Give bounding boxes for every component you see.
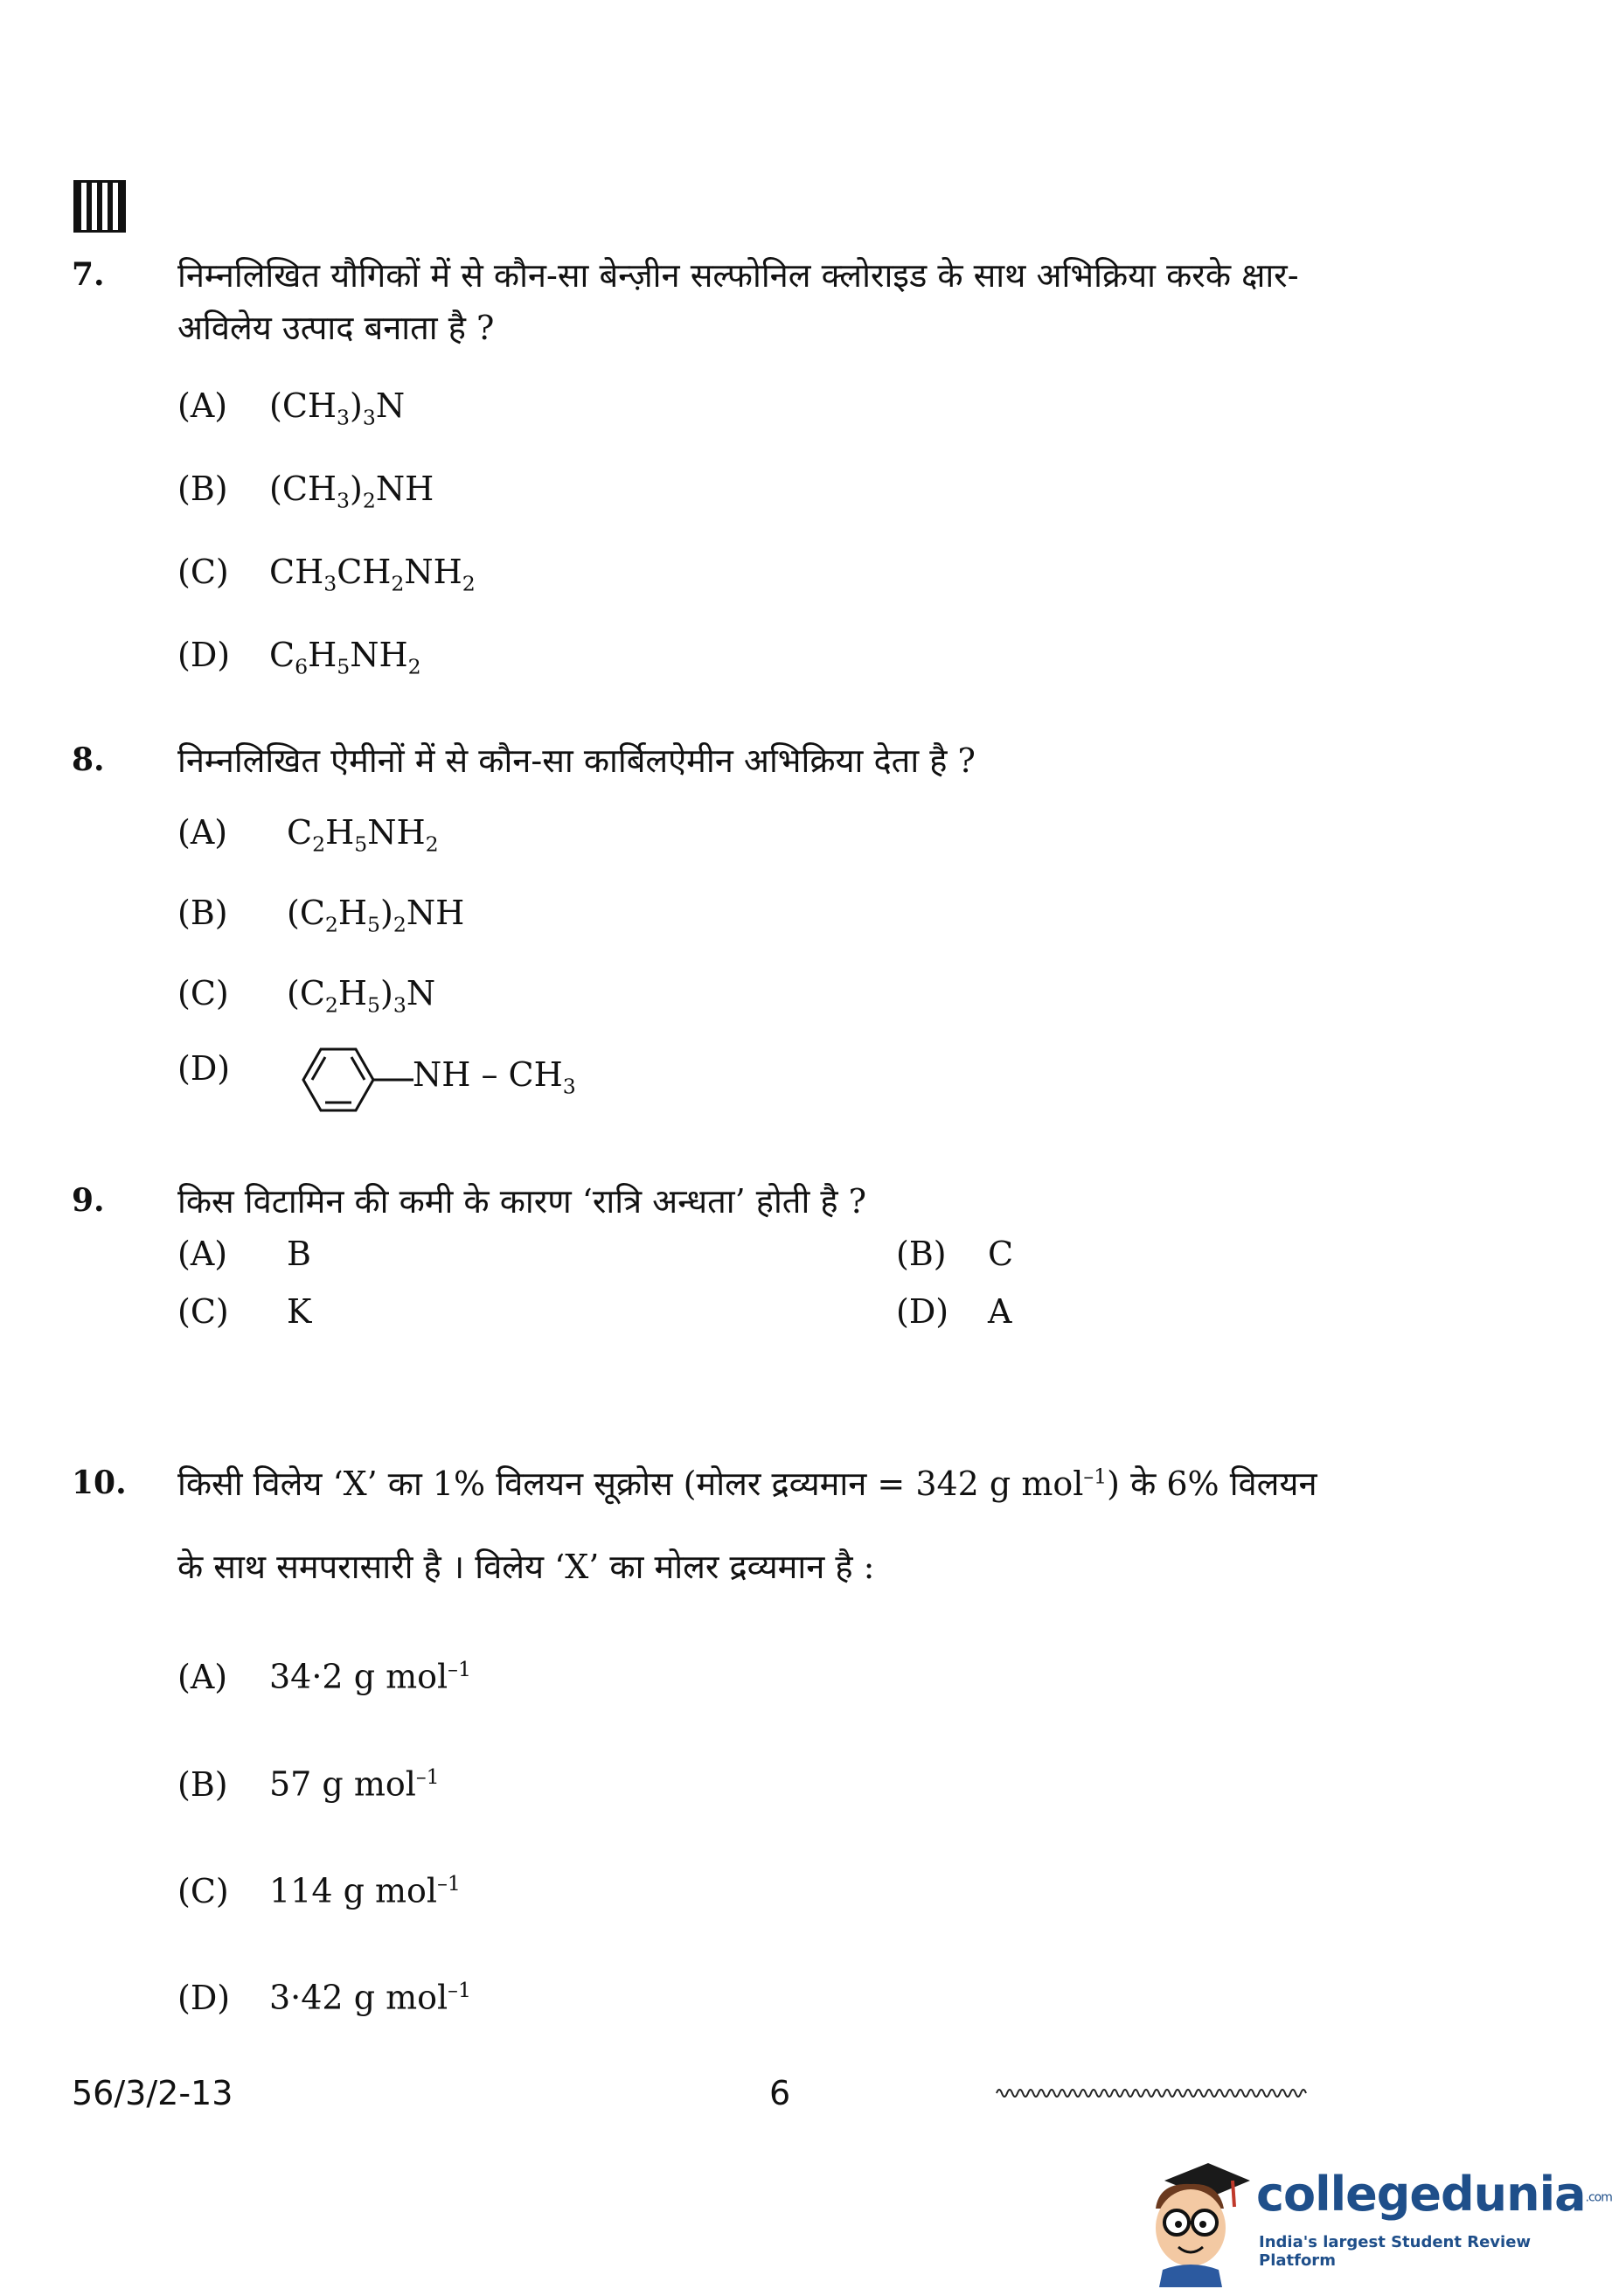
option-label: (A): [177, 813, 228, 852]
option-label: (A): [177, 1657, 228, 1696]
option-label: (A): [177, 386, 228, 425]
option-value: 3·42 g mol: [269, 1978, 448, 2017]
brand-name-text: collegedunia: [1256, 2167, 1586, 2222]
brand-suffix: .com: [1585, 2190, 1612, 2205]
option-label: (B): [177, 470, 228, 508]
option-label: (D): [177, 636, 231, 674]
option-label: (C): [177, 974, 229, 1012]
question-9-text: किस विटामिन की कमी के कारण ‘रात्रि अन्धता’ होती है ?: [177, 1182, 866, 1221]
question-7-option-b: [177, 470, 434, 513]
question-7-option-d: [177, 636, 421, 679]
qr-code-icon: [73, 180, 126, 233]
brand-tagline: India's largest Student Review Platform: [1259, 2233, 1532, 2270]
page-number: 6: [769, 2074, 791, 2112]
option-sup: –1: [415, 1764, 440, 1789]
option-label: (A): [177, 1235, 228, 1273]
option-formula: $CH_3CH_2NH_2$: [269, 553, 476, 596]
collegedunia-logo: [1147, 2156, 1612, 2287]
option-formula: $(CH_3)_2NH$: [269, 470, 434, 513]
question-8-option-a: [177, 813, 439, 857]
question-10-option-a: [177, 1657, 471, 1696]
option-label: (C): [177, 1871, 229, 1910]
question-7-option-a: [177, 386, 405, 430]
question-10-number: 10.: [72, 1465, 127, 1501]
option-formula: $C_6H_5NH_2$: [269, 636, 421, 679]
option-label: (C): [177, 553, 229, 591]
question-9-option-a: [177, 1235, 311, 1273]
paper-code: 56/3/2-13: [72, 2074, 233, 2112]
option-value: B: [287, 1235, 311, 1273]
question-10-text-line-2: के साथ समपरासारी है । विलेय ‘X’ का मोलर द्रव्यमान है :: [177, 1548, 875, 1586]
option-value: 34·2 g mol: [269, 1657, 448, 1696]
question-9-option-d: [896, 1292, 1011, 1331]
brand-name: [1256, 2167, 1612, 2222]
option-label: (B): [177, 1764, 228, 1804]
option-formula: $(CH_3)_3N$: [269, 386, 406, 430]
q10-line1-text: किसी विलेय ‘X’ का 1% विलयन सूक्रोस (मोलर द्रव्यमान = 342 g mol: [177, 1465, 1084, 1503]
benzene-ring-icon: [284, 1040, 415, 1119]
option-sup: –1: [448, 1978, 471, 2002]
question-8-text: निम्नलिखित ऐमीनों में से कौन-सा कार्बिलऐमीन अभिक्रिया देता है ?: [177, 741, 976, 780]
option-value: C: [988, 1235, 1014, 1273]
question-10-option-c: [177, 1871, 461, 1910]
option-sup: –1: [437, 1871, 461, 1896]
option-label: (C): [177, 1292, 229, 1331]
option-sup: –1: [448, 1657, 471, 1681]
q10-line1-sup: –1: [1083, 1464, 1108, 1489]
option-label: (D): [177, 1978, 231, 2017]
option-formula: $(C_2H_5)_2NH$: [287, 894, 465, 937]
question-7-number: 7.: [72, 256, 105, 293]
question-7-option-c: [177, 553, 476, 596]
question-9-option-b: [896, 1235, 1013, 1273]
option-value: 57 g mol: [269, 1764, 416, 1804]
mascot-icon: [1147, 2156, 1252, 2287]
q10-line1-end: ) के 6% विलयन: [1107, 1465, 1317, 1503]
option-label: (D): [896, 1292, 949, 1331]
question-9-option-c: [177, 1292, 311, 1331]
question-8-option-c: [177, 974, 435, 1018]
question-8-option-d: [177, 1049, 287, 1088]
question-10-text-line-1: [177, 1460, 1317, 1506]
option-formula: $(C_2H_5)_3N$: [287, 974, 436, 1018]
option-value: K: [287, 1292, 312, 1331]
question-7-text: निम्नलिखित यौगिकों में से कौन-सा बेन्ज़ीन सल्फोनिल क्लोराइड के साथ अभिक्रिया करके क्षार-अविलेय उत्पाद बनाता है ?: [177, 256, 1299, 347]
question-10-option-b: [177, 1764, 440, 1804]
option-label: (B): [177, 894, 228, 932]
option-label: (B): [896, 1235, 947, 1273]
footer-wavy-line-icon: [997, 2084, 1311, 2102]
question-8-option-d-formula: NH – $CH_3$: [413, 1055, 576, 1099]
option-value: A: [988, 1292, 1012, 1331]
option-label: (D): [177, 1049, 231, 1088]
question-9-number: 9.: [72, 1182, 105, 1219]
question-8-number: 8.: [72, 741, 105, 778]
option-formula: $C_2H_5NH_2$: [287, 813, 439, 857]
question-10-option-d: [177, 1978, 471, 2017]
option-value: 114 g mol: [269, 1871, 438, 1910]
question-8-option-b: [177, 894, 464, 937]
